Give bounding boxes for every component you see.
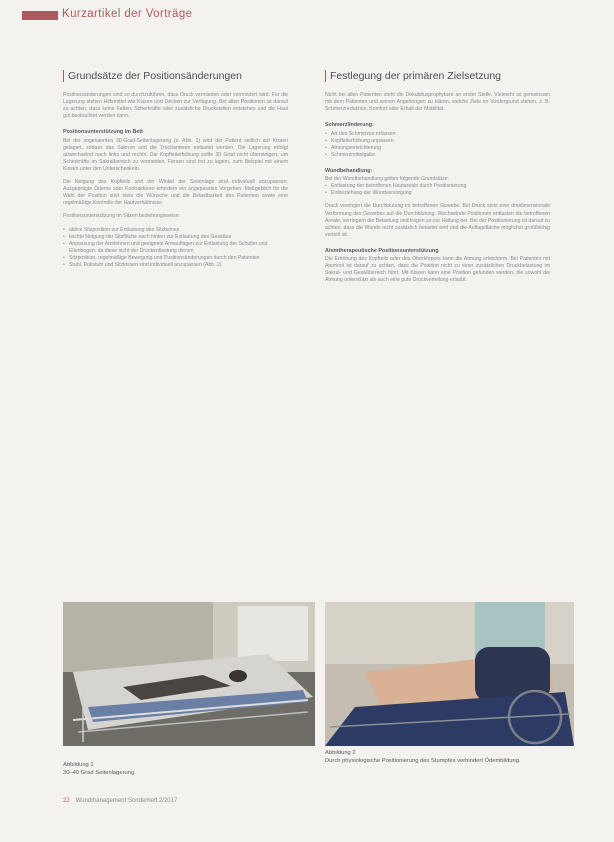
section2-title: Atemtherapeutische Positionsunterstützung — [325, 247, 439, 254]
left-heading: Grundsätze der Positionsänderungen — [63, 70, 288, 82]
list-item: • Atmungserleichterung — [325, 145, 550, 152]
list-item: • aktive Sitzposition zur Entlastung des Sitzbeines — [63, 227, 288, 234]
list-item: • Einbeziehung der Wundversorgung — [325, 190, 550, 197]
left-intro: Positionsänderungen sind so durchzuführen, dass Druck vermieden oder vermindert wird. Für die Lagerung stehen Hilfsmittel wie Kissen und Decken zur Verfügung. Bei allen Positionen ist darauf zu achten, dass keine Falten, Scherkräfte oder zusätzliche Druckstellen entstehen und die Haut gut beobachtet werden kann. — [63, 92, 288, 120]
figure-1-label: Abbildung 1 — [63, 762, 94, 768]
section1-title: Positionsunterstützung im Bett — [63, 129, 143, 136]
list-item: • Schmerzmittelgabe — [325, 152, 550, 159]
figure-1-photo — [63, 602, 315, 746]
right-paragraph-2: Druck verringert die Durchblutung im betroffenen Gewebe. Bei Druck wirkt eine dreidimensionale Verformung des Gewebes auf die Durchblutung. Wechselnde Positionen entlasten die betroffenen Areale, verringern die Belastung und tragen so zur Heilung bei. Bei der Positionierung ist darauf zu achten, dass die Wunde nicht zusätzlich belastet wird und die Auflagefläche möglichst großflächig verteilt ist. — [325, 203, 550, 238]
figure-2-photo — [325, 602, 574, 746]
right-paragraph-3: Die Erhöhung des Kopfteils oder des Oberkörpers kann die Atmung erleichtern. Bei Patienten mit Atemnot ist darauf zu achten, dass die Position nicht zu einer zusätzlichen Druckbelastung im Sakral- und Gesäßbereich führt. Mit Kissen kann eine Position gefunden werden, die sowohl die Atmung unterstützt als auch eine gute Druckverteilung erlaubt. — [325, 256, 550, 284]
list-item: • Kopfteilerhöhung anpassen — [325, 138, 550, 145]
section1-text-2: Die Neigung des Kopfteils und der Winkel der Seitenlage sind individuell anzupassen. Ausgeprägte Ödeme oder Kontrakturen erfordern ein angepasstes Vorgehen. Maßgeblich für die Wahl der Position sind stets die Wünsche und die Belastbarkeit des Patienten sowie eine regelmäßige Kontrolle der Hautverhältnisse. — [63, 179, 288, 207]
list-item: • Entlastung der betroffenen Hautareale durch Positionierung — [325, 183, 550, 190]
list-title: Positionsunterstützung im Sitzen beziehungsweise: — [63, 213, 180, 220]
page-number: 22 — [63, 798, 70, 804]
figure-2-label: Abbildung 2 — [325, 750, 356, 756]
figure-1-text: 30–40 Grad Seitenlagerung. — [63, 769, 136, 776]
figure-2-caption — [325, 750, 575, 765]
list-item: • Sitzposition, regelmäßige Bewegung und Positionsänderungen durch den Patienten — [63, 255, 288, 262]
section1-text: Bei der sogenannten 30-Grad-Seitenlagerung (s. Abb. 1) wird der Patient seitlich auf Kissen gelagert, sodass das Sakrum und die Trochanteren entlastet werden. Die Lagerung erfolgt abwechselnd nach links und rechts. Die Kopfteilerhöhung sollte 30 Grad nicht übersteigen, um Scherkräfte im Sakralbereich zu vermeiden. Fersen sind frei zu lagern, zum Beispiel mit einem Kissen unter den Unterschenkeln. — [63, 137, 288, 173]
list-item: • leichte Neigung der Sitzfläche nach hinten zur Entlastung des Gesäßes — [63, 234, 288, 241]
right-intro: Nicht bei allen Patienten steht die Dekubitusprophylaxe an erster Stelle. Vielmehr ist gemeinsam mit dem Patienten und seinen Angehörigen zu klären, welche Ziele im Vordergrund stehen, z. B. Schmerzreduktion, Komfort oder Erhalt der Mobilität. — [325, 92, 550, 113]
header-accent-bar — [22, 11, 58, 20]
figure-2-text: Durch physiologische Positionierung des Stumpfes verhindert Ödembildung. — [325, 757, 521, 764]
list1-title: Schmerzlinderung: — [325, 122, 374, 129]
right-heading: Festlegung der primären Zielsetzung — [325, 70, 550, 82]
list2-intro: Bei der Wundbehandlung gelten folgende Grundsätze: — [325, 176, 449, 183]
footer — [63, 798, 177, 804]
left-list — [63, 227, 288, 270]
pain-list — [325, 131, 550, 159]
left-column — [63, 70, 288, 275]
journal-title: Wundmanagement Sonderheft 2/2017 — [75, 798, 178, 804]
list-item: • Stuhl, Rollstuhl und Sitzkissen sind individuell anzupassen (Abb. 2) — [63, 262, 288, 269]
right-column — [325, 70, 550, 290]
list-item: • Art des Schmerzes erfassen — [325, 131, 550, 138]
section-header: Kurzartikel der Vorträge — [62, 8, 193, 20]
list2-title: Wundbehandlung: — [325, 167, 373, 174]
list-item: • Anpassung der Armlehnen und geeignete Armauflagen zur Entlastung der Schulter und Ellenbogen, da diese nicht der Druckentlastung dienen — [63, 241, 288, 255]
wound-list — [325, 183, 550, 197]
figure-1-caption — [63, 762, 313, 777]
